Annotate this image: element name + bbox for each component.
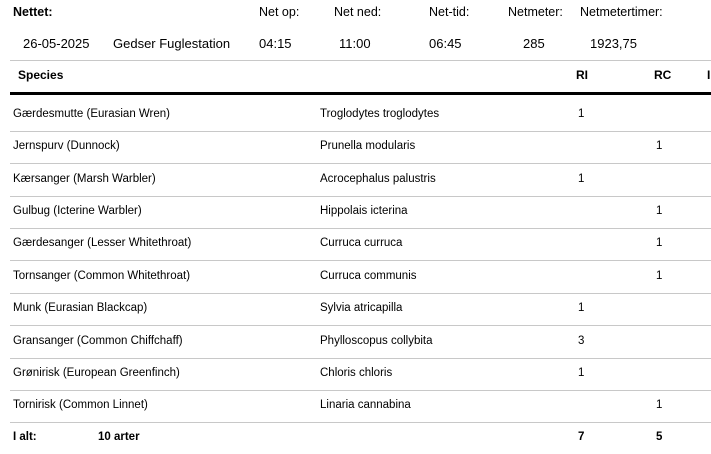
latin-name: Hippolais icterina bbox=[320, 205, 408, 217]
total-rc: 5 bbox=[656, 431, 663, 443]
latin-name: Acrocephalus palustris bbox=[320, 173, 436, 185]
station-value: Gedser Fuglestation bbox=[113, 36, 231, 51]
net-op-label: Net op: bbox=[259, 5, 300, 19]
latin-name: Troglodytes troglodytes bbox=[320, 108, 440, 120]
species-name: Gulbug (Icterine Warbler) bbox=[13, 205, 142, 217]
species-name: Tornirisk (Common Linnet) bbox=[13, 399, 148, 411]
table-row bbox=[0, 293, 711, 325]
net-tid-value: 06:45 bbox=[429, 36, 462, 51]
ri-value: 1 bbox=[578, 367, 585, 379]
latin-name: Sylvia atricapilla bbox=[320, 302, 403, 314]
latin-name: Linaria cannabina bbox=[320, 399, 411, 411]
rc-value: 1 bbox=[656, 237, 663, 249]
extra-column-header: I bbox=[707, 68, 711, 82]
table-row bbox=[0, 131, 711, 163]
rc-value: 1 bbox=[656, 140, 663, 152]
latin-name: Curruca curruca bbox=[320, 237, 403, 249]
net-op-value: 04:15 bbox=[259, 36, 292, 51]
latin-name: Prunella modularis bbox=[320, 140, 416, 152]
net-ned-value: 11:00 bbox=[339, 36, 371, 51]
netmeter-value: 285 bbox=[523, 36, 545, 51]
total-species-count: 10 arter bbox=[98, 431, 140, 443]
total-ri: 7 bbox=[578, 431, 585, 443]
ri-value: 1 bbox=[578, 302, 585, 314]
species-name: Tornsanger (Common Whitethroat) bbox=[13, 270, 191, 282]
table-row bbox=[0, 196, 711, 228]
ri-value: 3 bbox=[578, 335, 585, 347]
table-row bbox=[0, 358, 711, 390]
ri-value: 1 bbox=[578, 108, 585, 120]
date-value: 26-05-2025 bbox=[23, 36, 90, 51]
rc-column-header: RC bbox=[654, 68, 672, 82]
ri-value: 1 bbox=[578, 173, 585, 185]
table-row bbox=[0, 326, 711, 358]
table-row bbox=[0, 99, 711, 131]
table-row bbox=[0, 164, 711, 196]
net-tid-label: Net-tid: bbox=[429, 5, 470, 19]
table-row bbox=[0, 228, 711, 260]
species-name: Gærdesmutte (Eurasian Wren) bbox=[13, 108, 171, 120]
species-name: Jernspurv (Dunnock) bbox=[13, 140, 120, 152]
rc-value: 1 bbox=[656, 399, 663, 411]
species-name: Gærdesanger (Lesser Whitethroat) bbox=[13, 237, 192, 249]
species-name: Gransanger (Common Chiffchaff) bbox=[13, 335, 183, 347]
table-row bbox=[0, 390, 711, 422]
nettet-label: Nettet: bbox=[13, 5, 53, 19]
rc-value: 1 bbox=[656, 270, 663, 282]
netmeter-label: Netmeter: bbox=[508, 5, 563, 19]
species-name: Kærsanger (Marsh Warbler) bbox=[13, 173, 156, 185]
ri-column-header: RI bbox=[576, 68, 588, 82]
total-row bbox=[0, 422, 711, 454]
rc-value: 1 bbox=[656, 205, 663, 217]
latin-name: Chloris chloris bbox=[320, 367, 393, 379]
header-divider bbox=[10, 60, 711, 61]
latin-name: Phylloscopus collybita bbox=[320, 335, 433, 347]
latin-name: Curruca communis bbox=[320, 270, 417, 282]
netmetertimer-label: Netmetertimer: bbox=[580, 5, 663, 19]
species-column-header: Species bbox=[18, 68, 64, 82]
species-name: Grønirisk (European Greenfinch) bbox=[13, 367, 180, 379]
total-label: I alt: bbox=[13, 431, 37, 443]
table-row bbox=[0, 261, 711, 293]
netmetertimer-value: 1923,75 bbox=[590, 36, 637, 51]
net-ned-label: Net ned: bbox=[334, 5, 382, 19]
species-name: Munk (Eurasian Blackcap) bbox=[13, 302, 148, 314]
table-header-rule bbox=[10, 92, 711, 95]
